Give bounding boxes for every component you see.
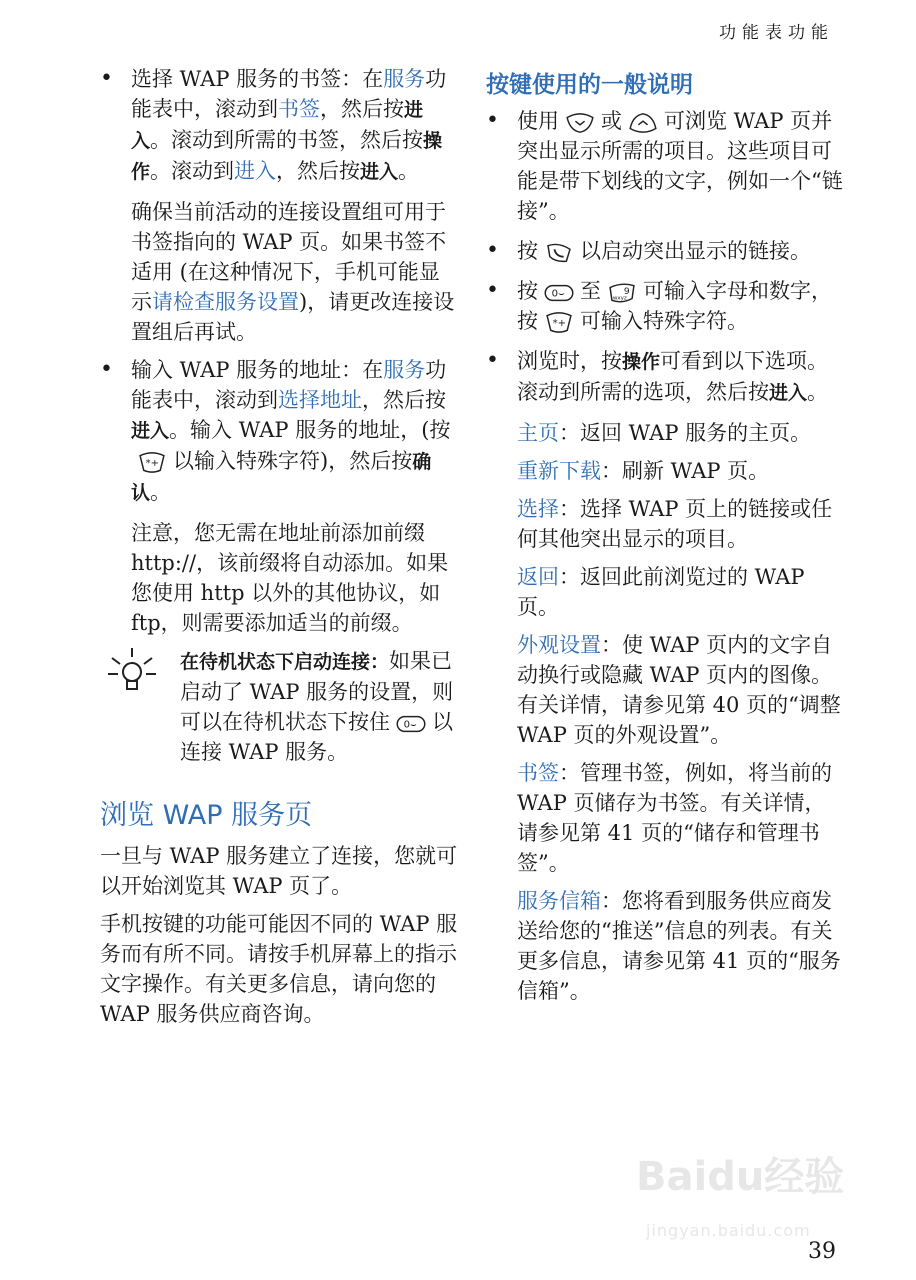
- svg-text:9: 9: [623, 285, 630, 297]
- svg-text:*+: *+: [145, 457, 160, 469]
- text: 按: [517, 279, 538, 303]
- option-desc: ：使 WAP 页内的文字自动换行或隐藏 WAP 页内的图像。有关详情，请参见第 40 页的“调整 WAP 页的外观设置”。: [517, 633, 841, 747]
- option-name[interactable]: 书签: [517, 761, 559, 785]
- menu-link-enter[interactable]: 进入: [234, 159, 277, 183]
- nine-key-icon: [605, 282, 639, 304]
- option-name[interactable]: 外观设置: [517, 633, 601, 657]
- left-column: [100, 64, 460, 1037]
- page-number: 39: [808, 1239, 836, 1264]
- option-desc: ：返回 WAP 服务的主页。: [559, 421, 812, 445]
- softkey-confirm: 确认: [131, 451, 432, 504]
- option-desc: ：选择 WAP 页上的链接或任何其他突出显示的项目。: [517, 497, 833, 551]
- option-desc: ：返回此前浏览过的 WAP 页。: [517, 565, 805, 619]
- svg-text:0⌣: 0⌣: [551, 288, 565, 300]
- option-name[interactable]: 选择: [517, 497, 559, 521]
- text: ，然后按: [362, 388, 446, 412]
- option-desc: ：刷新 WAP 页。: [601, 459, 770, 483]
- text: 确保当前活动的连接设置组可用于书签指向的 WAP 页。如果书签不适用 (在这种情况下，手机可能显示: [131, 200, 447, 314]
- text: 以连接 WAP 服务。: [180, 710, 453, 764]
- text: 。输入 WAP 服务的地址，(按: [169, 418, 451, 442]
- menu-link-bookmarks[interactable]: 书签: [278, 97, 320, 121]
- text: 以启动突出显示的链接。: [580, 239, 811, 263]
- text: 可浏览 WAP 页并突出显示所需的项目。这些项目可能是带下划线的文字，例如一个“链接”。: [517, 109, 843, 223]
- text: 。: [398, 159, 420, 183]
- star-key-icon: [135, 452, 169, 474]
- lightbulb-icon: [104, 644, 160, 704]
- bookmark-note: [100, 197, 460, 347]
- svg-text:wxyz: wxyz: [612, 294, 627, 301]
- text: 以输入特殊字符)，然后按: [173, 449, 413, 473]
- message-check-service-settings[interactable]: 请检查服务设置: [152, 290, 299, 314]
- text: 或: [601, 109, 622, 133]
- menu-link-services[interactable]: 服务: [383, 358, 426, 382]
- call-key-item: [486, 236, 846, 266]
- text: 。: [150, 480, 172, 504]
- menu-link-services[interactable]: 服务: [383, 67, 426, 91]
- text: 如果已启动了 WAP 服务的设置，则可以在待机状态下按住: [180, 649, 454, 734]
- scroll-keys-item: [486, 106, 846, 226]
- text: 选择 WAP 服务的书签：在: [131, 67, 384, 91]
- tip-title: 在待机状态下启动连接：: [180, 651, 390, 673]
- text: 。滚动到: [150, 159, 235, 183]
- star-key-icon: [542, 312, 576, 334]
- address-instructions: [100, 355, 460, 508]
- option-back: [486, 562, 846, 622]
- text: 可输入字母和数字，按: [517, 279, 832, 333]
- text: 浏览时，按: [517, 349, 622, 373]
- call-key-icon: [542, 242, 576, 264]
- text: 。: [807, 380, 829, 404]
- option-desc: ：您将看到服务供应商发送给您的“推送”信息的列表。有关更多信息，请参见第 41 页的“服务信箱”。: [517, 889, 841, 1003]
- scroll-down-key-icon: [563, 112, 597, 134]
- bookmark-instructions: [100, 64, 460, 187]
- option-service-inbox: [486, 886, 846, 1006]
- text: 输入 WAP 服务的地址：在: [131, 358, 384, 382]
- watermark-logo: Baidu经验: [636, 1154, 845, 1200]
- text: )，请更改连接设置组后再试。: [131, 290, 455, 344]
- tip-box: [100, 646, 460, 767]
- option-name[interactable]: 返回: [517, 565, 559, 589]
- section-title-browse: 浏览 WAP 服务页: [100, 800, 313, 831]
- option-reload: [486, 456, 846, 486]
- zero-key-icon: [542, 282, 576, 304]
- text: ，然后按: [276, 159, 361, 183]
- option-select: [486, 494, 846, 554]
- section-title-keys: 按键使用的一般说明: [486, 72, 693, 98]
- option-name[interactable]: 服务信箱: [517, 889, 601, 913]
- text: 使用: [517, 109, 559, 133]
- softkey-options: 操作: [622, 351, 661, 373]
- text: 可看到以下选项。滚动到所需的选项，然后按: [517, 349, 829, 404]
- softkey-enter: 进入: [131, 99, 424, 152]
- text: ，然后按: [320, 97, 404, 121]
- softkey-enter: 进入: [360, 161, 399, 183]
- softkey-enter: 进入: [131, 420, 170, 442]
- text: 至: [580, 279, 601, 303]
- menu-link-select-address[interactable]: 选择地址: [278, 388, 362, 412]
- watermark-url: jingyan.baidu.com: [646, 1221, 811, 1240]
- baidu-paw-logo-icon: [636, 1140, 856, 1210]
- option-name[interactable]: 重新下载: [517, 459, 601, 483]
- options-intro: [486, 346, 846, 408]
- browse-para-1: 一旦与 WAP 服务建立了连接，您就可以开始浏览其 WAP 页了。: [100, 844, 458, 898]
- text: 功能表中，滚动到: [131, 67, 447, 121]
- zero-key-icon: [394, 713, 428, 735]
- number-keys-item: [486, 276, 846, 336]
- softkey-options: 操作: [131, 130, 443, 183]
- option-appearance: [486, 630, 846, 750]
- svg-text:*+: *+: [552, 317, 567, 329]
- option-bookmarks: [486, 758, 846, 878]
- page-header: 功能表功能: [719, 23, 834, 43]
- prefix-note: 注意，您无需在地址前添加前缀 http://，该前缀将自动添加。如果您使用 http 以外的其他协议，如 ftp，则需要添加适当的前缀。: [131, 521, 449, 635]
- text: 可输入特殊字符。: [580, 309, 748, 333]
- softkey-enter: 进入: [769, 382, 808, 404]
- baidu-watermark: [636, 1140, 856, 1240]
- text: 按: [517, 239, 538, 263]
- text: 功能表中，滚动到: [131, 358, 447, 412]
- option-desc: ：管理书签，例如，将当前的 WAP 页储存为书签。有关详情，请参见第 41 页的“储存和管理书签”。: [517, 761, 832, 875]
- option-name[interactable]: 主页: [517, 421, 559, 445]
- scroll-up-key-icon: [626, 112, 660, 134]
- right-column: [486, 64, 846, 1014]
- option-home: [486, 418, 846, 448]
- text: 。滚动到所需的书签，然后按: [150, 128, 424, 152]
- browse-para-2: 手机按键的功能可能因不同的 WAP 服务而有所不同。请按手机屏幕上的指示文字操作。有关更多信息，请向您的 WAP 服务供应商咨询。: [100, 912, 458, 1026]
- svg-text:0⌣: 0⌣: [403, 719, 417, 731]
